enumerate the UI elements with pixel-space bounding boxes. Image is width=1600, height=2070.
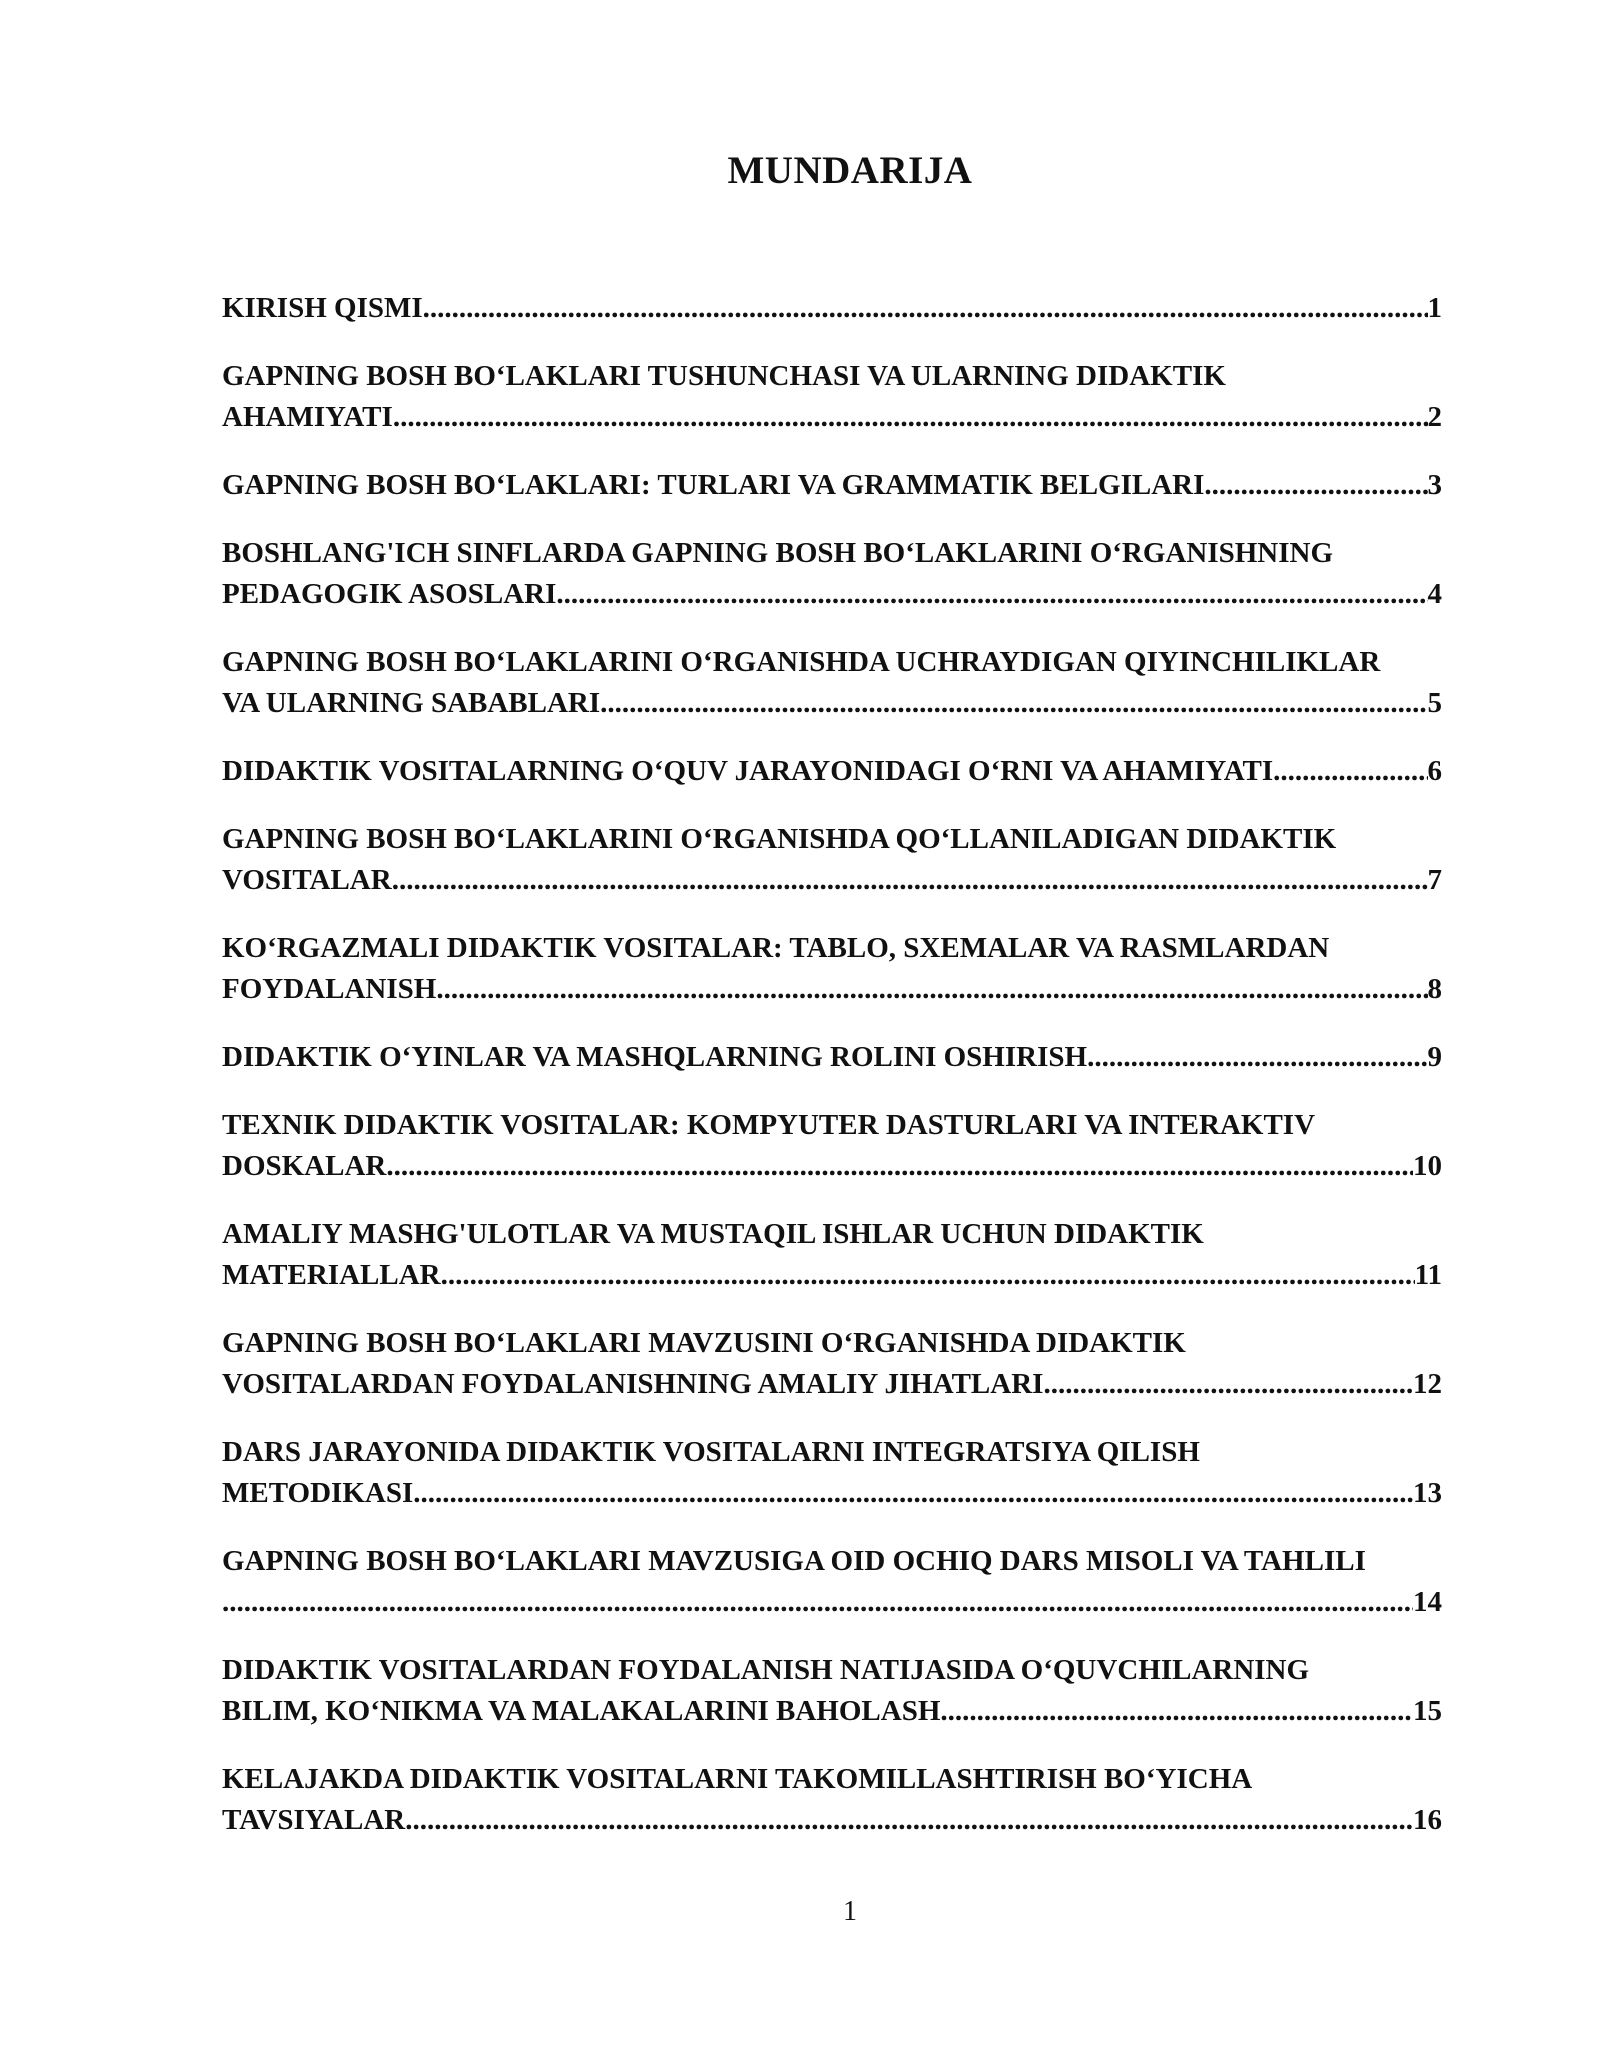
dot-leader — [940, 1691, 1413, 1732]
toc-entry-leader-row — [222, 1364, 1442, 1405]
page-title: MUNDARIJA — [727, 149, 973, 192]
dot-leader — [222, 1582, 1413, 1623]
toc-entry-title: GAPNING BOSH BO‘LAKLARI: TURLARI VA GRAMMATIK BELGILARI — [222, 469, 1205, 501]
dot-leader — [600, 683, 1427, 724]
dot-leader — [413, 1473, 1413, 1514]
toc-page-number: 8 — [1427, 973, 1442, 1005]
toc-entry-title-line: KELAJAKDA DIDAKTIK VOSITALARNI TAKOMILLASHTIRISH BO‘YICHA — [222, 1763, 1253, 1795]
toc-entry-leader-row — [222, 1691, 1442, 1732]
toc-entry[interactable] — [222, 356, 1474, 438]
toc-page-number: 11 — [1414, 1259, 1442, 1291]
toc-entry-leader-row — [222, 1255, 1442, 1296]
toc-entry[interactable] — [222, 1432, 1474, 1514]
toc-entry[interactable] — [222, 642, 1474, 724]
dot-leader — [1204, 465, 1427, 506]
toc-entry-title-line: GAPNING BOSH BO‘LAKLARINI O‘RGANISHDA QO‘LLANILADIGAN DIDAKTIK — [222, 823, 1337, 855]
page-number: 1 — [843, 1896, 857, 1927]
toc-page-number: 3 — [1427, 469, 1442, 501]
toc-entry-title-line: AMALIY MASHG'ULOTLAR VA MUSTAQIL ISHLAR UCHUN DIDAKTIK — [222, 1218, 1204, 1250]
toc-entry-leader-row — [222, 683, 1442, 724]
toc-entry-leader-row — [222, 1473, 1442, 1514]
toc-entry-title: MATERIALLAR — [222, 1259, 441, 1291]
toc-entry-leader-row — [222, 1037, 1442, 1078]
toc-entry[interactable] — [222, 819, 1474, 901]
dot-leader — [405, 1800, 1413, 1841]
toc-entry-title: METODIKASI — [222, 1477, 414, 1509]
table-of-contents — [222, 288, 1474, 1868]
dot-leader — [436, 969, 1427, 1010]
toc-entry[interactable] — [222, 1214, 1474, 1296]
toc-entry[interactable] — [222, 928, 1474, 1010]
toc-entry-leader-row — [222, 288, 1442, 329]
toc-entry-title-line: BOSHLANG'ICH SINFLARDA GAPNING BOSH BO‘LAKLARINI O‘RGANISHNING — [222, 537, 1334, 569]
toc-entry-title: FOYDALANISH — [222, 973, 437, 1005]
toc-entry-leader-row — [222, 465, 1442, 506]
toc-entry[interactable] — [222, 1037, 1474, 1078]
toc-entry-title: VOSITALARDAN FOYDALANISHNING AMALIY JIHATLARI — [222, 1368, 1044, 1400]
dot-leader — [1273, 751, 1427, 792]
toc-entry-title: AHAMIYATI — [222, 401, 393, 433]
toc-entry[interactable] — [222, 1650, 1474, 1732]
toc-page-number: 13 — [1413, 1477, 1442, 1509]
toc-entry[interactable] — [222, 533, 1474, 615]
dot-leader — [556, 574, 1427, 615]
toc-entry[interactable] — [222, 751, 1474, 792]
dot-leader — [392, 860, 1428, 901]
toc-entry[interactable] — [222, 465, 1474, 506]
dot-leader — [1043, 1364, 1413, 1405]
toc-entry[interactable] — [222, 1323, 1474, 1405]
toc-page-number: 15 — [1413, 1695, 1442, 1727]
toc-entry-leader-row — [222, 1800, 1442, 1841]
toc-page-number: 9 — [1427, 1041, 1442, 1073]
dot-leader — [423, 288, 1428, 329]
toc-entry-title-line: GAPNING BOSH BO‘LAKLARINI O‘RGANISHDA UCHRAYDIGAN QIYINCHILIKLAR — [222, 646, 1381, 678]
toc-entry-title: KIRISH QISMI — [222, 292, 423, 324]
dot-leader — [393, 397, 1428, 438]
toc-entry-title: DIDAKTIK O‘YINLAR VA MASHQLARNING ROLINI OSHIRISH — [222, 1041, 1088, 1073]
toc-entry-leader-row — [222, 1582, 1442, 1623]
dot-leader — [1087, 1037, 1427, 1078]
toc-entry-leader-row — [222, 1146, 1442, 1187]
toc-entry-leader-row — [222, 397, 1442, 438]
toc-entry-leader-row — [222, 969, 1442, 1010]
toc-entry[interactable] — [222, 288, 1474, 329]
toc-entry[interactable] — [222, 1759, 1474, 1841]
toc-page-number: 10 — [1413, 1150, 1442, 1182]
toc-entry-leader-row — [222, 574, 1442, 615]
toc-entry-title-line: TEXNIK DIDAKTIK VOSITALAR: KOMPYUTER DASTURLARI VA INTERAKTIV — [222, 1109, 1316, 1141]
toc-page-number: 7 — [1427, 864, 1442, 896]
dot-leader — [386, 1146, 1413, 1187]
toc-page-number: 1 — [1427, 292, 1442, 324]
toc-entry[interactable] — [222, 1105, 1474, 1187]
toc-entry-title: DOSKALAR — [222, 1150, 387, 1182]
toc-entry-title: DIDAKTIK VOSITALARNING O‘QUV JARAYONIDAGI O‘RNI VA AHAMIYATI — [222, 755, 1274, 787]
toc-entry-leader-row — [222, 751, 1442, 792]
toc-entry[interactable] — [222, 1541, 1474, 1623]
toc-page-number: 16 — [1413, 1804, 1442, 1836]
toc-entry-leader-row — [222, 860, 1442, 901]
toc-entry-title: TAVSIYALAR — [222, 1804, 406, 1836]
toc-entry-title-line: GAPNING BOSH BO‘LAKLARI MAVZUSIGA OID OCHIQ DARS MISOLI VA TAHLILI — [222, 1545, 1366, 1577]
toc-page-number: 2 — [1427, 401, 1442, 433]
toc-page-number: 4 — [1427, 578, 1442, 610]
toc-entry-title-line: GAPNING BOSH BO‘LAKLARI MAVZUSINI O‘RGANISHDA DIDAKTIK — [222, 1327, 1186, 1359]
toc-page-number: 14 — [1413, 1586, 1442, 1618]
toc-entry-title: PEDAGOGIK ASOSLARI — [222, 578, 557, 610]
toc-page-number: 5 — [1427, 687, 1442, 719]
dot-leader — [441, 1255, 1415, 1296]
toc-entry-title-line: KO‘RGAZMALI DIDAKTIK VOSITALAR: TABLO, SXEMALAR VA RASMLARDAN — [222, 932, 1330, 964]
toc-entry-title-line: DIDAKTIK VOSITALARDAN FOYDALANISH NATIJASIDA O‘QUVCHILARNING — [222, 1654, 1310, 1686]
toc-entry-title: VOSITALAR — [222, 864, 392, 896]
toc-entry-title: VA ULARNING SABABLARI — [222, 687, 601, 719]
toc-page-number: 6 — [1427, 755, 1442, 787]
toc-entry-title: BILIM, KO‘NIKMA VA MALAKALARINI BAHOLASH — [222, 1695, 941, 1727]
toc-entry-title-line: GAPNING BOSH BO‘LAKLARI TUSHUNCHASI VA ULARNING DIDAKTIK — [222, 360, 1226, 392]
toc-page-number: 12 — [1413, 1368, 1442, 1400]
toc-entry-title-line: DARS JARAYONIDA DIDAKTIK VOSITALARNI INTEGRATSIYA QILISH — [222, 1436, 1200, 1468]
